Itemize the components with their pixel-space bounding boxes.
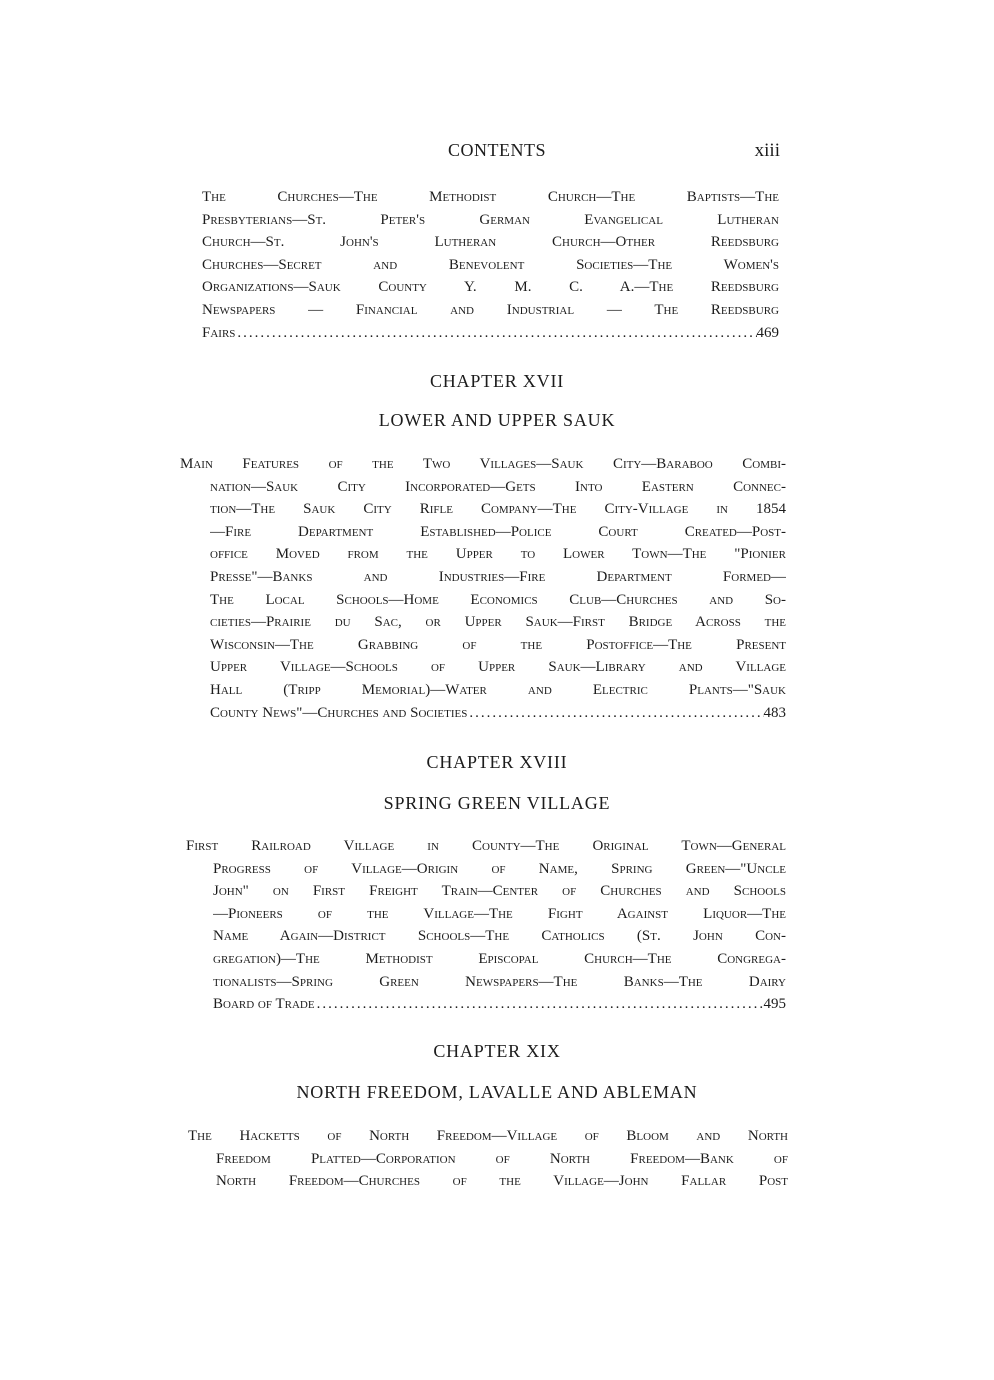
chapter-title: NORTH FREEDOM, LAVALLE AND ABLEMAN <box>296 1082 698 1102</box>
toc-entry-line: Hall (Tripp Memorial)—Water and Electric Plants—"Sauk <box>210 681 786 698</box>
toc-entry-line: —Pioneers of the Village—The Fight Against Liquor—The <box>213 905 786 922</box>
toc-entry-line: Church—St. John's Lutheran Church—Other Reedsburg <box>202 234 779 251</box>
toc-entry-line: County News"—Churches and Societies <box>210 704 468 721</box>
toc-entry-line: nation—Sauk City Incorporated—Gets Into Eastern Connec- <box>210 478 786 495</box>
toc-entry-lower-upper-sauk <box>180 453 786 724</box>
chapter-number: CHAPTER XVII <box>429 371 565 391</box>
toc-entry-line: The Churches—The Methodist Church—The Baptists—The <box>202 189 779 205</box>
toc-entry-line: Fairs <box>202 324 236 341</box>
toc-entry-line: Churches—Secret and Benevolent Societies—The Women's <box>202 256 779 273</box>
toc-entry-line: —Fire Department Established—Police Court Created—Post- <box>210 523 786 540</box>
dot-leader <box>235 322 756 345</box>
toc-entry-line: tionalists—Spring Green Newspapers—The Banks—The Dairy <box>213 973 786 990</box>
toc-page-ref: 495 <box>763 996 786 1013</box>
running-title: CONTENTS <box>448 140 546 160</box>
toc-entry-line: Presse"—Banks and Industries—Fire Department Formed— <box>210 568 786 585</box>
toc-entry-line: Wisconsin—The Grabbing of the Postoffice—The Present <box>210 636 786 653</box>
chapter-number: CHAPTER XVIII <box>426 752 568 772</box>
toc-entry-last-line <box>210 702 786 725</box>
dot-leader <box>467 702 763 725</box>
toc-entry-line: cieties—Prairie du Sac, or Upper Sauk—First Bridge Across the <box>210 614 786 631</box>
toc-entry-line: Main Features of the Two Villages—Sauk City—Baraboo Combi- <box>180 456 786 472</box>
toc-entry-line: Newspapers — Financial and Industrial — The Reedsburg <box>202 301 779 318</box>
toc-entry-last-line <box>202 322 779 345</box>
toc-entry-line: Freedom Platted—Corporation of North Freedom—Bank of <box>216 1150 788 1167</box>
toc-entry-line: Progress of Village—Origin of Name, Spring Green—"Uncle <box>213 860 786 877</box>
toc-entry-line: John" on First Freight Train—Center of Churches and Schools <box>213 883 786 900</box>
toc-entry-line: tion—The Sauk City Rifle Company—The City-Village in 1854 <box>210 501 786 518</box>
running-head <box>0 140 994 166</box>
toc-entry-line: Board of Trade <box>213 996 315 1013</box>
toc-entry-line: North Freedom—Churches of the Village—John Fallar Post <box>216 1173 788 1190</box>
toc-entry-line: The Hacketts of North Freedom—Village of Bloom and North <box>188 1128 788 1144</box>
toc-entry-line: First Railroad Village in County—The Original Town—General <box>186 838 786 854</box>
toc-entry-line: The Local Schools—Home Economics Club—Churches and So- <box>210 591 786 608</box>
toc-entry-line: office Moved from the Upper to Lower Town—The "Pionier <box>210 546 786 563</box>
toc-entry-line: gregation)—The Methodist Episcopal Church—The Congrega- <box>213 950 786 967</box>
chapter-title: LOWER AND UPPER SAUK <box>378 410 616 430</box>
chapter-title: SPRING GREEN VILLAGE <box>383 793 611 813</box>
toc-entry-line: Organizations—Sauk County Y. M. C. A.—The Reedsburg <box>202 279 779 296</box>
toc-entry-north-freedom <box>188 1125 788 1193</box>
page-number: xiii <box>754 140 780 161</box>
toc-page-ref: 483 <box>763 704 786 721</box>
dot-leader <box>315 993 764 1016</box>
toc-entry-line: Presbyterians—St. Peter's German Evangelical Lutheran <box>202 211 779 228</box>
toc-entry-last-line <box>213 993 786 1016</box>
toc-entry-spring-green <box>186 835 786 1016</box>
toc-entry-line: Upper Village—Schools of Upper Sauk—Library and Village <box>210 659 786 676</box>
chapter-number: CHAPTER XIX <box>433 1041 561 1061</box>
toc-entry-line: Name Again—District Schools—The Catholics (St. John Con- <box>213 928 786 945</box>
toc-entry-reedsburg <box>202 186 779 344</box>
toc-page-ref: 469 <box>756 324 779 341</box>
